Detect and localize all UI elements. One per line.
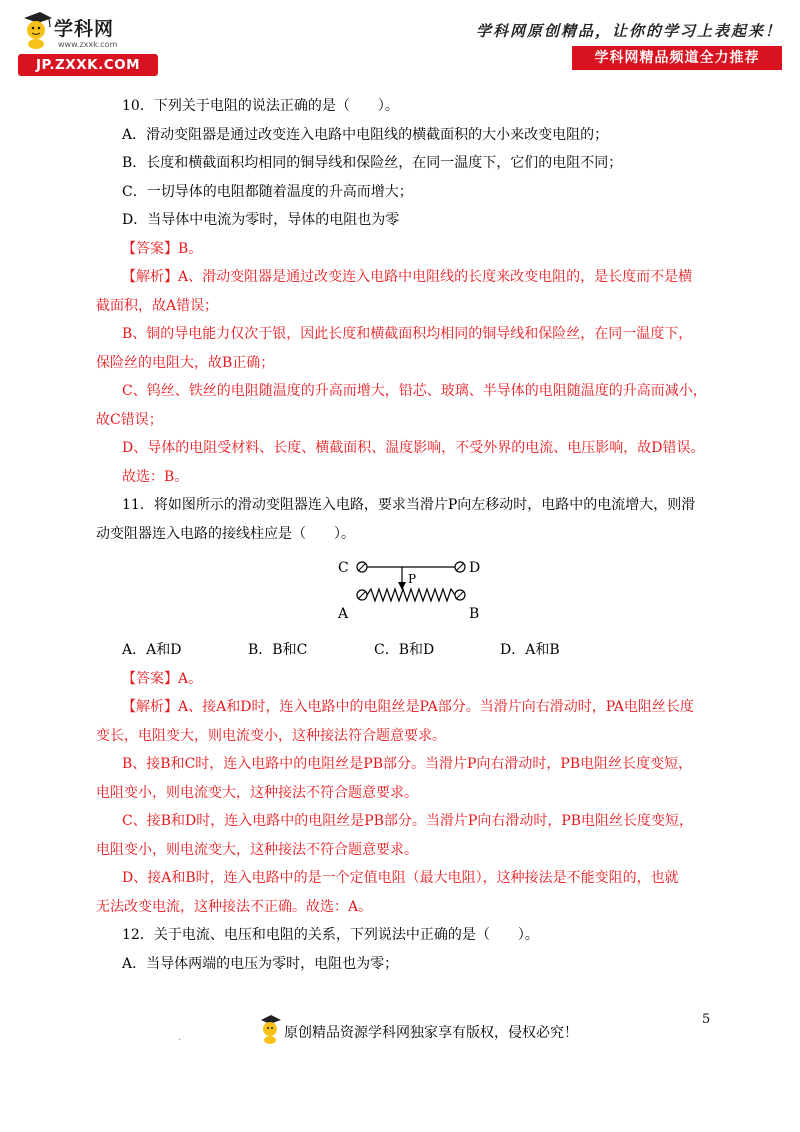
footer-mascot-icon (258, 1014, 282, 1044)
q11-option-b: B．B和C (248, 642, 308, 658)
logo-url-badge: JP.ZXXK.COM (18, 54, 158, 76)
q11-option-c: C．B和D (374, 642, 435, 658)
q11-options (96, 636, 720, 665)
q10-analysis-line: 保险丝的电阻大，故B正确； (96, 354, 275, 371)
resistance-wire (367, 589, 455, 601)
q11-analysis-line: B、接B和C时，连入电路中的电阻丝是PB部分。当滑片P向右滑动时，PB电阻丝长度变短， (122, 756, 693, 772)
page-header (0, 0, 800, 80)
q11-analysis-line: 电阻变小，则电流变大，这种接法不符合题意要求。 (96, 841, 418, 858)
q11-analysis-line: 【解析】A、接A和D时，连入电路中的电阻丝是PA部分。当滑片向右滑动时，PA电阻丝长度 (122, 699, 694, 715)
q11-analysis-line: 变长，电阻变大，则电流变小，这种接法符合题意要求。 (96, 727, 446, 744)
page-number: 5 (702, 1012, 711, 1027)
slider-arrow (398, 582, 406, 590)
footer-dot: . (178, 1032, 182, 1043)
q10-analysis-line: C、钨丝、铁丝的电阻随温度的升高而增大，铅芯、玻璃、半导体的电阻随温度的升高而减小， (122, 383, 707, 399)
q10-option-d: D．当导体中电流为零时，导体的电阻也为零 (122, 212, 400, 228)
q11-analysis-line: D、接A和B时，连入电路中的是一个定值电阻（最大电阻），这种接法是不能变阻的，也就 (122, 870, 679, 886)
terminal-b-label: B (469, 606, 480, 622)
slider-p-label: P (408, 572, 417, 586)
footer-copyright: 原创精品资源学科网独家享有版权，侵权必究！ (284, 1025, 578, 1041)
q11-analysis-line: 无法改变电流，这种接法不正确。故选：A。 (96, 898, 373, 915)
document-body (96, 92, 720, 978)
q11-stem-line-2: 动变阻器连入电路的接线柱应是（ ）。 (96, 525, 355, 542)
header-slogan: 学科网原创精品，让你的学习上表起来！ (475, 22, 782, 40)
logo-name: 学科网 (54, 18, 115, 40)
q12-stem: 12．关于电流、电压和电阻的关系，下列说法中正确的是（ ）。 (122, 927, 539, 943)
q11-analysis-line: C、接B和D时，连入电路中的电阻丝是PB部分。当滑片P向右滑动时，PB电阻丝长度变短， (122, 813, 694, 829)
terminal-c-slash (358, 563, 366, 571)
terminal-b-slash (456, 591, 464, 599)
q11-option-d: D．A和B (500, 642, 560, 658)
q10-analysis-line: 【解析】A、滑动变阻器是通过改变连入电路中电阻线的长度来改变电阻的，是长度而不是横 (122, 269, 693, 285)
q10-option-a: A．滑动变阻器是通过改变连入电路中电阻线的横截面积的大小来改变电阻的； (122, 126, 609, 143)
q11-analysis-line: 电阻变小，则电流变大，这种接法不符合题意要求。 (96, 784, 418, 801)
q10-option-b: B．长度和横截面积均相同的铜导线和保险丝，在同一温度下，它们的电阻不同； (122, 155, 623, 171)
mascot-icon (18, 10, 54, 50)
q10-answer: 【答案】B。 (122, 240, 203, 257)
q10-analysis-line: 截面积，故A错误； (96, 297, 219, 314)
q10-analysis-line: B、铜的导电能力仅次于银，因此长度和横截面积均相同的铜导线和保险丝，在同一温度下， (122, 326, 693, 342)
terminal-d-slash (456, 563, 464, 571)
rheostat-diagram (336, 550, 506, 634)
q10-analysis-line: 故C错误； (96, 411, 163, 428)
q12-option-a: A．当导体两端的电压为零时，电阻也为零； (122, 955, 399, 972)
logo-subtitle: www.zxxk.com (58, 40, 118, 49)
q10-analysis-line: 故选：B。 (122, 468, 189, 485)
q10-stem: 10．下列关于电阻的说法正确的是（ ）。 (122, 98, 399, 114)
q11-option-a: A．A和D (122, 642, 182, 658)
site-logo[interactable] (18, 10, 168, 74)
rheostat-figure-container (96, 548, 720, 636)
q10-option-c: C．一切导体的电阻都随着温度的升高而增大； (122, 183, 413, 200)
q10-analysis-line: D、导体的电阻受材料、长度、横截面积、温度影响，不受外界的电流、电压影响，故D错误。 (122, 440, 705, 456)
q11-answer: 【答案】A。 (122, 670, 203, 687)
terminal-a-label: A (338, 606, 349, 622)
q11-stem-line-1: 11．将如图所示的滑动变阻器连入电路，要求当滑片P向左移动时，电路中的电流增大，则滑 (122, 497, 696, 513)
terminal-a-slash (358, 591, 366, 599)
terminal-d-label: D (469, 560, 481, 576)
header-banner: 学科网精品频道全力推荐 (572, 46, 782, 70)
terminal-c-label: C (338, 560, 349, 576)
